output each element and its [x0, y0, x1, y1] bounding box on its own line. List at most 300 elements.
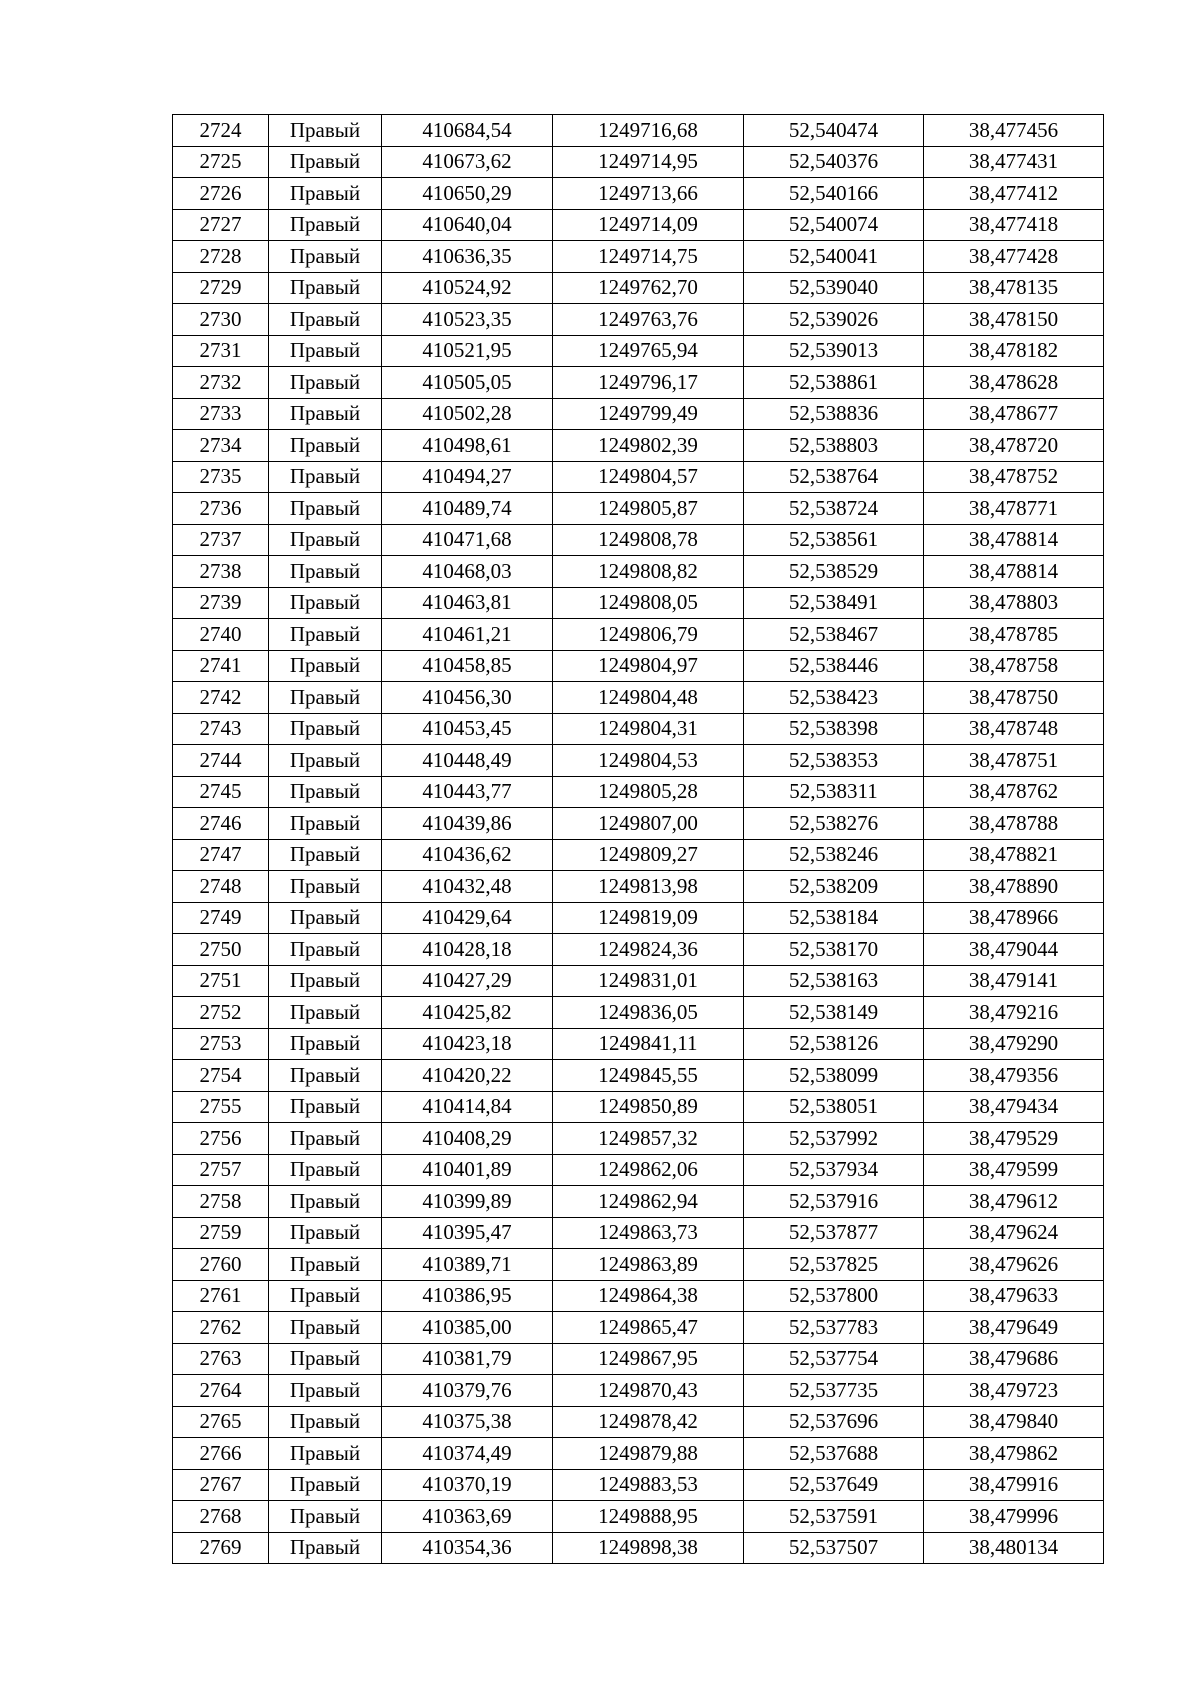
x-coordinate-cell: 410427,29 — [382, 965, 553, 997]
longitude-cell: 38,477456 — [924, 115, 1104, 147]
side-cell: Правый — [269, 619, 382, 651]
point-number-cell: 2724 — [173, 115, 269, 147]
longitude-cell: 38,479862 — [924, 1438, 1104, 1470]
latitude-cell: 52,538099 — [744, 1060, 924, 1092]
longitude-cell: 38,478135 — [924, 272, 1104, 304]
table-row — [173, 1438, 1104, 1470]
x-coordinate-cell: 410673,62 — [382, 146, 553, 178]
longitude-cell: 38,477412 — [924, 178, 1104, 210]
x-coordinate-cell: 410468,03 — [382, 556, 553, 588]
table-row — [173, 1406, 1104, 1438]
x-coordinate-cell: 410684,54 — [382, 115, 553, 147]
table-row — [173, 1091, 1104, 1123]
y-coordinate-cell: 1249863,89 — [553, 1249, 744, 1281]
y-coordinate-cell: 1249796,17 — [553, 367, 744, 399]
x-coordinate-cell: 410439,86 — [382, 808, 553, 840]
point-number-cell: 2749 — [173, 902, 269, 934]
point-number-cell: 2748 — [173, 871, 269, 903]
latitude-cell: 52,540074 — [744, 209, 924, 241]
longitude-cell: 38,477431 — [924, 146, 1104, 178]
x-coordinate-cell: 410463,81 — [382, 587, 553, 619]
longitude-cell: 38,479649 — [924, 1312, 1104, 1344]
side-cell: Правый — [269, 965, 382, 997]
x-coordinate-cell: 410386,95 — [382, 1280, 553, 1312]
x-coordinate-cell: 410432,48 — [382, 871, 553, 903]
y-coordinate-cell: 1249862,94 — [553, 1186, 744, 1218]
longitude-cell: 38,478966 — [924, 902, 1104, 934]
side-cell: Правый — [269, 209, 382, 241]
side-cell: Правый — [269, 1438, 382, 1470]
y-coordinate-cell: 1249870,43 — [553, 1375, 744, 1407]
table-row — [173, 745, 1104, 777]
side-cell: Правый — [269, 367, 382, 399]
x-coordinate-cell: 410420,22 — [382, 1060, 553, 1092]
point-number-cell: 2732 — [173, 367, 269, 399]
table-row — [173, 178, 1104, 210]
x-coordinate-cell: 410458,85 — [382, 650, 553, 682]
point-number-cell: 2734 — [173, 430, 269, 462]
table-row — [173, 461, 1104, 493]
table-row — [173, 839, 1104, 871]
table-row — [173, 209, 1104, 241]
table-row — [173, 808, 1104, 840]
latitude-cell: 52,539040 — [744, 272, 924, 304]
longitude-cell: 38,479141 — [924, 965, 1104, 997]
latitude-cell: 52,537992 — [744, 1123, 924, 1155]
y-coordinate-cell: 1249850,89 — [553, 1091, 744, 1123]
table-row — [173, 902, 1104, 934]
side-cell: Правый — [269, 335, 382, 367]
point-number-cell: 2735 — [173, 461, 269, 493]
x-coordinate-cell: 410429,64 — [382, 902, 553, 934]
latitude-cell: 52,538184 — [744, 902, 924, 934]
x-coordinate-cell: 410453,45 — [382, 713, 553, 745]
longitude-cell: 38,478751 — [924, 745, 1104, 777]
table-row — [173, 115, 1104, 147]
longitude-cell: 38,478762 — [924, 776, 1104, 808]
table-row — [173, 398, 1104, 430]
y-coordinate-cell: 1249867,95 — [553, 1343, 744, 1375]
latitude-cell: 52,538861 — [744, 367, 924, 399]
side-cell: Правый — [269, 1469, 382, 1501]
point-number-cell: 2754 — [173, 1060, 269, 1092]
side-cell: Правый — [269, 241, 382, 273]
y-coordinate-cell: 1249804,48 — [553, 682, 744, 714]
x-coordinate-cell: 410408,29 — [382, 1123, 553, 1155]
y-coordinate-cell: 1249857,32 — [553, 1123, 744, 1155]
longitude-cell: 38,479529 — [924, 1123, 1104, 1155]
latitude-cell: 52,538353 — [744, 745, 924, 777]
longitude-cell: 38,477428 — [924, 241, 1104, 273]
latitude-cell: 52,537649 — [744, 1469, 924, 1501]
table-row — [173, 367, 1104, 399]
side-cell: Правый — [269, 1060, 382, 1092]
longitude-cell: 38,478814 — [924, 524, 1104, 556]
y-coordinate-cell: 1249888,95 — [553, 1501, 744, 1533]
longitude-cell: 38,478182 — [924, 335, 1104, 367]
longitude-cell: 38,478803 — [924, 587, 1104, 619]
x-coordinate-cell: 410379,76 — [382, 1375, 553, 1407]
y-coordinate-cell: 1249804,57 — [553, 461, 744, 493]
point-number-cell: 2759 — [173, 1217, 269, 1249]
table-row — [173, 997, 1104, 1029]
x-coordinate-cell: 410381,79 — [382, 1343, 553, 1375]
latitude-cell: 52,539026 — [744, 304, 924, 336]
side-cell: Правый — [269, 524, 382, 556]
y-coordinate-cell: 1249862,06 — [553, 1154, 744, 1186]
latitude-cell: 52,537800 — [744, 1280, 924, 1312]
side-cell: Правый — [269, 776, 382, 808]
y-coordinate-cell: 1249845,55 — [553, 1060, 744, 1092]
x-coordinate-cell: 410436,62 — [382, 839, 553, 871]
latitude-cell: 52,540474 — [744, 115, 924, 147]
table-row — [173, 1312, 1104, 1344]
side-cell: Правый — [269, 713, 382, 745]
x-coordinate-cell: 410502,28 — [382, 398, 553, 430]
y-coordinate-cell: 1249805,28 — [553, 776, 744, 808]
latitude-cell: 52,538803 — [744, 430, 924, 462]
point-number-cell: 2747 — [173, 839, 269, 871]
side-cell: Правый — [269, 1123, 382, 1155]
latitude-cell: 52,537696 — [744, 1406, 924, 1438]
table-row — [173, 871, 1104, 903]
latitude-cell: 52,537877 — [744, 1217, 924, 1249]
x-coordinate-cell: 410374,49 — [382, 1438, 553, 1470]
x-coordinate-cell: 410524,92 — [382, 272, 553, 304]
point-number-cell: 2739 — [173, 587, 269, 619]
latitude-cell: 52,537825 — [744, 1249, 924, 1281]
y-coordinate-cell: 1249714,75 — [553, 241, 744, 273]
table-row — [173, 713, 1104, 745]
latitude-cell: 52,538764 — [744, 461, 924, 493]
x-coordinate-cell: 410375,38 — [382, 1406, 553, 1438]
latitude-cell: 52,537507 — [744, 1532, 924, 1564]
x-coordinate-cell: 410395,47 — [382, 1217, 553, 1249]
point-number-cell: 2738 — [173, 556, 269, 588]
table-row — [173, 776, 1104, 808]
y-coordinate-cell: 1249762,70 — [553, 272, 744, 304]
y-coordinate-cell: 1249802,39 — [553, 430, 744, 462]
x-coordinate-cell: 410370,19 — [382, 1469, 553, 1501]
point-number-cell: 2727 — [173, 209, 269, 241]
point-number-cell: 2730 — [173, 304, 269, 336]
y-coordinate-cell: 1249824,36 — [553, 934, 744, 966]
table-row — [173, 430, 1104, 462]
longitude-cell: 38,478720 — [924, 430, 1104, 462]
x-coordinate-cell: 410414,84 — [382, 1091, 553, 1123]
latitude-cell: 52,538446 — [744, 650, 924, 682]
x-coordinate-cell: 410636,35 — [382, 241, 553, 273]
y-coordinate-cell: 1249716,68 — [553, 115, 744, 147]
y-coordinate-cell: 1249804,97 — [553, 650, 744, 682]
latitude-cell: 52,538126 — [744, 1028, 924, 1060]
x-coordinate-cell: 410428,18 — [382, 934, 553, 966]
table-row — [173, 965, 1104, 997]
latitude-cell: 52,538467 — [744, 619, 924, 651]
y-coordinate-cell: 1249841,11 — [553, 1028, 744, 1060]
latitude-cell: 52,538491 — [744, 587, 924, 619]
x-coordinate-cell: 410385,00 — [382, 1312, 553, 1344]
y-coordinate-cell: 1249714,09 — [553, 209, 744, 241]
side-cell: Правый — [269, 461, 382, 493]
point-number-cell: 2768 — [173, 1501, 269, 1533]
point-number-cell: 2742 — [173, 682, 269, 714]
table-row — [173, 682, 1104, 714]
point-number-cell: 2743 — [173, 713, 269, 745]
table-row — [173, 1123, 1104, 1155]
x-coordinate-cell: 410425,82 — [382, 997, 553, 1029]
y-coordinate-cell: 1249883,53 — [553, 1469, 744, 1501]
latitude-cell: 52,539013 — [744, 335, 924, 367]
table-row — [173, 335, 1104, 367]
longitude-cell: 38,478758 — [924, 650, 1104, 682]
side-cell: Правый — [269, 1343, 382, 1375]
point-number-cell: 2733 — [173, 398, 269, 430]
y-coordinate-cell: 1249836,05 — [553, 997, 744, 1029]
y-coordinate-cell: 1249879,88 — [553, 1438, 744, 1470]
table-row — [173, 1501, 1104, 1533]
point-number-cell: 2758 — [173, 1186, 269, 1218]
longitude-cell: 38,479840 — [924, 1406, 1104, 1438]
y-coordinate-cell: 1249831,01 — [553, 965, 744, 997]
y-coordinate-cell: 1249808,05 — [553, 587, 744, 619]
point-number-cell: 2756 — [173, 1123, 269, 1155]
longitude-cell: 38,478821 — [924, 839, 1104, 871]
point-number-cell: 2765 — [173, 1406, 269, 1438]
x-coordinate-cell: 410423,18 — [382, 1028, 553, 1060]
coordinates-table — [172, 114, 1104, 1564]
longitude-cell: 38,479996 — [924, 1501, 1104, 1533]
latitude-cell: 52,538209 — [744, 871, 924, 903]
latitude-cell: 52,540166 — [744, 178, 924, 210]
longitude-cell: 38,479916 — [924, 1469, 1104, 1501]
y-coordinate-cell: 1249806,79 — [553, 619, 744, 651]
x-coordinate-cell: 410489,74 — [382, 493, 553, 525]
point-number-cell: 2725 — [173, 146, 269, 178]
point-number-cell: 2753 — [173, 1028, 269, 1060]
x-coordinate-cell: 410523,35 — [382, 304, 553, 336]
y-coordinate-cell: 1249805,87 — [553, 493, 744, 525]
side-cell: Правый — [269, 902, 382, 934]
longitude-cell: 38,478150 — [924, 304, 1104, 336]
table-row — [173, 524, 1104, 556]
latitude-cell: 52,537783 — [744, 1312, 924, 1344]
side-cell: Правый — [269, 1406, 382, 1438]
y-coordinate-cell: 1249865,47 — [553, 1312, 744, 1344]
x-coordinate-cell: 410521,95 — [382, 335, 553, 367]
latitude-cell: 52,538836 — [744, 398, 924, 430]
table-row — [173, 1060, 1104, 1092]
y-coordinate-cell: 1249808,78 — [553, 524, 744, 556]
side-cell: Правый — [269, 272, 382, 304]
table-row — [173, 556, 1104, 588]
y-coordinate-cell: 1249898,38 — [553, 1532, 744, 1564]
longitude-cell: 38,479044 — [924, 934, 1104, 966]
y-coordinate-cell: 1249878,42 — [553, 1406, 744, 1438]
y-coordinate-cell: 1249819,09 — [553, 902, 744, 934]
side-cell: Правый — [269, 493, 382, 525]
point-number-cell: 2740 — [173, 619, 269, 651]
table-row — [173, 1343, 1104, 1375]
table-row — [173, 1028, 1104, 1060]
table-row — [173, 272, 1104, 304]
point-number-cell: 2757 — [173, 1154, 269, 1186]
side-cell: Правый — [269, 1217, 382, 1249]
x-coordinate-cell: 410498,61 — [382, 430, 553, 462]
x-coordinate-cell: 410640,04 — [382, 209, 553, 241]
point-number-cell: 2761 — [173, 1280, 269, 1312]
x-coordinate-cell: 410363,69 — [382, 1501, 553, 1533]
longitude-cell: 38,478750 — [924, 682, 1104, 714]
longitude-cell: 38,479723 — [924, 1375, 1104, 1407]
point-number-cell: 2728 — [173, 241, 269, 273]
table-row — [173, 650, 1104, 682]
table-row — [173, 241, 1104, 273]
side-cell: Правый — [269, 587, 382, 619]
side-cell: Правый — [269, 178, 382, 210]
y-coordinate-cell: 1249763,76 — [553, 304, 744, 336]
latitude-cell: 52,538398 — [744, 713, 924, 745]
latitude-cell: 52,538423 — [744, 682, 924, 714]
latitude-cell: 52,538529 — [744, 556, 924, 588]
longitude-cell: 38,478771 — [924, 493, 1104, 525]
latitude-cell: 52,537754 — [744, 1343, 924, 1375]
x-coordinate-cell: 410354,36 — [382, 1532, 553, 1564]
longitude-cell: 38,478814 — [924, 556, 1104, 588]
point-number-cell: 2729 — [173, 272, 269, 304]
side-cell: Правый — [269, 808, 382, 840]
latitude-cell: 52,538170 — [744, 934, 924, 966]
side-cell: Правый — [269, 997, 382, 1029]
side-cell: Правый — [269, 1249, 382, 1281]
point-number-cell: 2750 — [173, 934, 269, 966]
x-coordinate-cell: 410448,49 — [382, 745, 553, 777]
longitude-cell: 38,478677 — [924, 398, 1104, 430]
longitude-cell: 38,479612 — [924, 1186, 1104, 1218]
table-row — [173, 493, 1104, 525]
x-coordinate-cell: 410399,89 — [382, 1186, 553, 1218]
side-cell: Правый — [269, 839, 382, 871]
side-cell: Правый — [269, 1154, 382, 1186]
latitude-cell: 52,537934 — [744, 1154, 924, 1186]
point-number-cell: 2752 — [173, 997, 269, 1029]
point-number-cell: 2745 — [173, 776, 269, 808]
point-number-cell: 2746 — [173, 808, 269, 840]
table-row — [173, 1469, 1104, 1501]
y-coordinate-cell: 1249714,95 — [553, 146, 744, 178]
latitude-cell: 52,538724 — [744, 493, 924, 525]
side-cell: Правый — [269, 934, 382, 966]
x-coordinate-cell: 410456,30 — [382, 682, 553, 714]
coordinates-table-body — [173, 115, 1104, 1564]
longitude-cell: 38,479216 — [924, 997, 1104, 1029]
y-coordinate-cell: 1249799,49 — [553, 398, 744, 430]
point-number-cell: 2755 — [173, 1091, 269, 1123]
x-coordinate-cell: 410494,27 — [382, 461, 553, 493]
longitude-cell: 38,479599 — [924, 1154, 1104, 1186]
longitude-cell: 38,478788 — [924, 808, 1104, 840]
longitude-cell: 38,478628 — [924, 367, 1104, 399]
x-coordinate-cell: 410401,89 — [382, 1154, 553, 1186]
point-number-cell: 2731 — [173, 335, 269, 367]
point-number-cell: 2741 — [173, 650, 269, 682]
point-number-cell: 2767 — [173, 1469, 269, 1501]
y-coordinate-cell: 1249809,27 — [553, 839, 744, 871]
x-coordinate-cell: 410389,71 — [382, 1249, 553, 1281]
longitude-cell: 38,479686 — [924, 1343, 1104, 1375]
side-cell: Правый — [269, 1091, 382, 1123]
latitude-cell: 52,538149 — [744, 997, 924, 1029]
side-cell: Правый — [269, 871, 382, 903]
table-row — [173, 1249, 1104, 1281]
latitude-cell: 52,538163 — [744, 965, 924, 997]
longitude-cell: 38,479434 — [924, 1091, 1104, 1123]
point-number-cell: 2769 — [173, 1532, 269, 1564]
y-coordinate-cell: 1249804,31 — [553, 713, 744, 745]
longitude-cell: 38,479356 — [924, 1060, 1104, 1092]
table-row — [173, 1186, 1104, 1218]
y-coordinate-cell: 1249804,53 — [553, 745, 744, 777]
latitude-cell: 52,537916 — [744, 1186, 924, 1218]
longitude-cell: 38,477418 — [924, 209, 1104, 241]
point-number-cell: 2744 — [173, 745, 269, 777]
x-coordinate-cell: 410471,68 — [382, 524, 553, 556]
side-cell: Правый — [269, 1532, 382, 1564]
longitude-cell: 38,478748 — [924, 713, 1104, 745]
point-number-cell: 2766 — [173, 1438, 269, 1470]
latitude-cell: 52,537735 — [744, 1375, 924, 1407]
y-coordinate-cell: 1249713,66 — [553, 178, 744, 210]
side-cell: Правый — [269, 430, 382, 462]
x-coordinate-cell: 410650,29 — [382, 178, 553, 210]
side-cell: Правый — [269, 304, 382, 336]
point-number-cell: 2762 — [173, 1312, 269, 1344]
latitude-cell: 52,538276 — [744, 808, 924, 840]
point-number-cell: 2736 — [173, 493, 269, 525]
latitude-cell: 52,540041 — [744, 241, 924, 273]
x-coordinate-cell: 410461,21 — [382, 619, 553, 651]
table-row — [173, 1280, 1104, 1312]
y-coordinate-cell: 1249765,94 — [553, 335, 744, 367]
side-cell: Правый — [269, 1312, 382, 1344]
point-number-cell: 2751 — [173, 965, 269, 997]
side-cell: Правый — [269, 1375, 382, 1407]
side-cell: Правый — [269, 115, 382, 147]
table-row — [173, 1217, 1104, 1249]
longitude-cell: 38,479633 — [924, 1280, 1104, 1312]
table-row — [173, 619, 1104, 651]
side-cell: Правый — [269, 398, 382, 430]
side-cell: Правый — [269, 745, 382, 777]
table-row — [173, 304, 1104, 336]
point-number-cell: 2763 — [173, 1343, 269, 1375]
table-row — [173, 1154, 1104, 1186]
table-row — [173, 1375, 1104, 1407]
side-cell: Правый — [269, 1280, 382, 1312]
side-cell: Правый — [269, 556, 382, 588]
longitude-cell: 38,479290 — [924, 1028, 1104, 1060]
latitude-cell: 52,538246 — [744, 839, 924, 871]
side-cell: Правый — [269, 146, 382, 178]
side-cell: Правый — [269, 1501, 382, 1533]
side-cell: Правый — [269, 1186, 382, 1218]
x-coordinate-cell: 410505,05 — [382, 367, 553, 399]
x-coordinate-cell: 410443,77 — [382, 776, 553, 808]
y-coordinate-cell: 1249808,82 — [553, 556, 744, 588]
table-row — [173, 587, 1104, 619]
table-row — [173, 146, 1104, 178]
longitude-cell: 38,478890 — [924, 871, 1104, 903]
